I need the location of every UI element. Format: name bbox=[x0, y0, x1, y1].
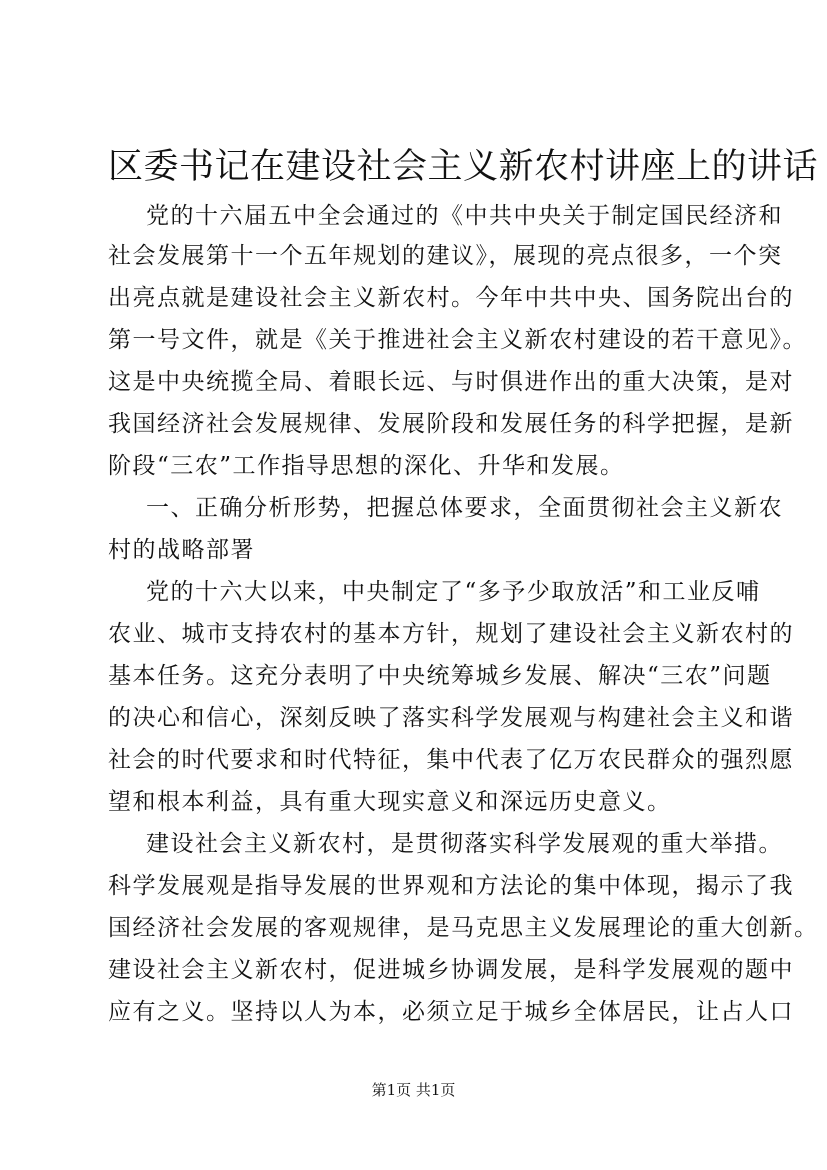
body-line: 望和根本利益，具有重大现实意义和深远历史意义。 bbox=[108, 789, 672, 815]
page-footer: 第1页 共1页 bbox=[371, 1081, 456, 1099]
body-line: 建设社会主义新农村，促进城乡协调发展，是科学发展观的题中 bbox=[108, 957, 794, 983]
body-line: 农业、城市支持农村的基本方针，规划了建设社会主义新农村的 bbox=[108, 621, 794, 647]
body-line: 的决心和信心，深刻反映了落实科学发展观与构建社会主义和谐 bbox=[108, 705, 794, 731]
body-line: 应有之义。坚持以人为本，必须立足于城乡全体居民，让占人口 bbox=[108, 999, 794, 1025]
section-heading-line: 一、正确分析形势，把握总体要求，全面贯彻社会主义新农 bbox=[146, 495, 783, 521]
body-line: 国经济社会发展的客观规律，是马克思主义发展理论的重大创新。 bbox=[108, 915, 819, 941]
body-line: 我国经济社会发展规律、发展阶段和发展任务的科学把握，是新 bbox=[108, 411, 794, 437]
document-title: 区委书记在建设社会主义新农村讲座上的讲话 bbox=[108, 147, 819, 187]
body-line: 第一号文件，就是《关于推进社会主义新农村建设的若干意见》。 bbox=[108, 327, 807, 353]
body-line: 科学发展观是指导发展的世界观和方法论的集中体现，揭示了我 bbox=[108, 873, 794, 899]
body-line: 出亮点就是建设社会主义新农村。今年中共中央、国务院出台的 bbox=[108, 285, 794, 311]
body-line: 阶段“三农”工作指导思想的深化、升华和发展。 bbox=[108, 453, 625, 479]
body-line: 基本任务。这充分表明了中央统筹城乡发展、解决“三农”问题 bbox=[108, 663, 772, 689]
body-line: 社会发展第十一个五年规划的建议》，展现的亮点很多，一个突 bbox=[108, 243, 783, 269]
body-line: 党的十六届五中全会通过的《中共中央关于制定国民经济和 bbox=[146, 203, 783, 229]
body-line: 党的十六大以来，中央制定了“多予少取放活”和工业反哺 bbox=[146, 579, 761, 605]
section-heading-line: 村的战略部署 bbox=[108, 537, 255, 563]
body-line: 这是中央统揽全局、着眼长远、与时俱进作出的重大决策，是对 bbox=[108, 369, 794, 395]
body-line: 建设社会主义新农村，是贯彻落实科学发展观的重大举措。 bbox=[146, 831, 783, 857]
body-line: 社会的时代要求和时代特征，集中代表了亿万农民群众的强烈愿 bbox=[108, 747, 794, 773]
